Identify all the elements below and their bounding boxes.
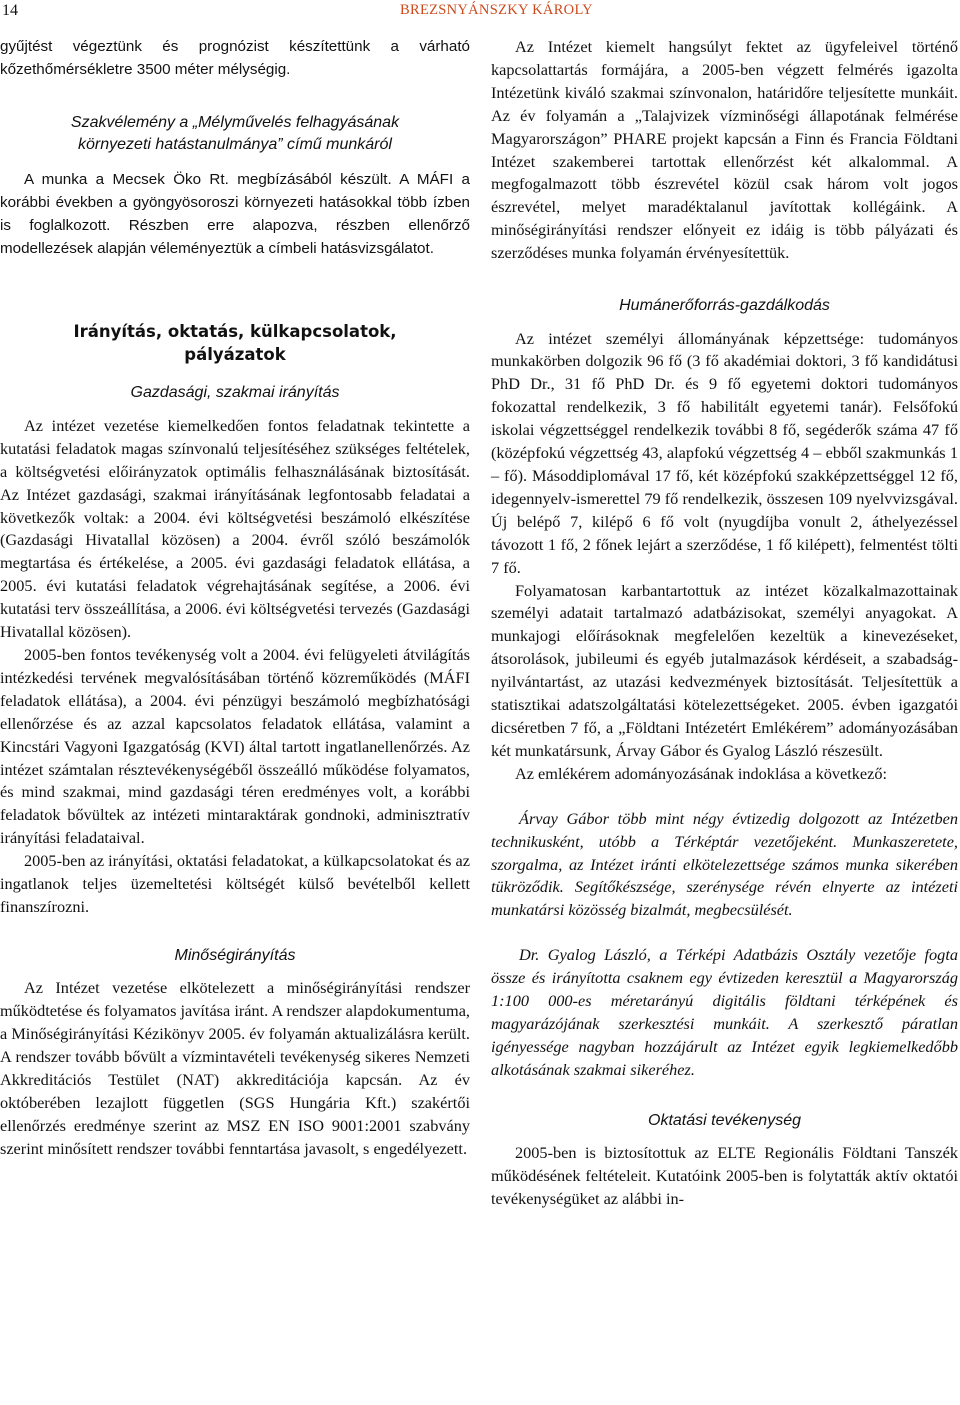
paragraph-oktatas: 2005-ben is biztosítottuk az ELTE Regionális Földtani Tanszék működésének feltételeit. Kutatóink 2005-ben is folytatták aktív oktatói tevékenységüket az alábbi in- [491,1143,958,1208]
paragraph-emlekerem-intro: Az emlékérem adományozásának indoklása a következő: [515,763,888,783]
subheading-humaneroforras: Humánerőforrás-gazdálkodás [619,297,830,315]
left-column [0,36,470,1161]
paragraph-gazdasagi-1: Az intézet vezetése kiemelkedően fontos feladatnak tekintette a kutatási feladatok magas színvonalú teljesítéséhez szükséges feltételek, a költségvetési előirányzatok optimális felhasználásának biztosítását. Az Intézet gazdasági, szakmai irányításának legfontosabb feladatai a következők voltak: a 2004. évi költségvetési beszámoló elkészítése (Gazdasági Hivatallal közösen) a 2004. évről szóló beszámolók megtartása és értékelése, a 2005. évi gazdasági feladatok ellátása, a 2005. évi kutatási feladatok végrehajtásának segítése, a 2006. évi kutatási terv összeállítása, a 2006. évi költségvetési tervezés (Gazdasági Hivatallal közösen). [0,415,470,642]
subheading-gazdasagi: Gazdasági, szakmai irányítás [130,384,340,402]
page-number: 14 [2,2,18,19]
paragraph-karbantartas: Folyamatosan karbantartottuk az intézet közalkalmazottainak személyi adatait tartalmazó adatbázisokat, személyi anyagokat. A munkajogi előírásoknak megfelelően kezeltük a kinevezéseket, átsorolások, jubileumi és egyéb jutalmazások kérdéseit, a szabadság-nyilvántartást, az utazási kedvezmények biztosítását. Teljesítettük a statisztikai adatszolgáltatási kötelezettségeket. 2005. évben igazgatói dicséretben 7 fő, a „Földtani Intézetért Emlékérem” adományozásában két munkatársunk, Árvay Gábor és Gyalog László részesült. [491,580,958,760]
paragraph-minoseg: Az Intézet vezetése elkötelezett a minőségirányítási rendszer működtetése és folyamatos javítása iránt. A rendszer alapdokumentuma, a Minőségirányítási Kézikönyv 2005. év folyamán aktualizálásra került. A rendszer tovább bővült a vízmintavételi tevékenység sikeres Nemzeti Akkreditációs Testület (NAT) akkreditációja kapcsán. Az év októberében lezajlott független (SGS Hungária Kft.) szakértői ellenőrzés eredménye szerint az MSZ EN ISO 9001:2001 szabvány szerint minősített rendszer további fenntartása javasolt, s engedélyezett. [0,978,470,1158]
subheading-oktatasi: Oktatási tevékenység [648,1111,801,1129]
section-heading-iranyitas: Irányítás, oktatás, külkapcsolatok, pályázatok [73,322,397,365]
paragraph-szemelyi-allomany: Az intézet személyi állományának képzettsége: tudományos munkakörben dolgozik 96 fő (3 fő akadémiai doktori, 3 fő kandidátusi PhD Dr., 31 fő PhD Dr. és 9 fő egyetemi doktori tudományos fokozattal rendelkezik, 3 fő habilitált egyetemi tanár). Felsőfokú iskolai végzettséggel rendelkezik további 8 fő, segéderők száma 47 fő (középfokú végzettség 43, alapfokú végzettség 4 – ebből szakmunkás 1 – fő). Másoddiplomával 17 fő, két középfokú szakképzettséggel 12 fő, idegennyelv-ismerettel 79 fő rendelkezik, összesen 109 nyelvvizsgával. Új belépő 7, kilépő 6 fő volt (nyugdíjba vonult 2, áthelyezéssel távozott 1 fő, 2 főnek lejárt a szerződése, 1 fő kilépett), felmentést tölti 7 fő. [491,328,958,577]
running-head: BREZSNYÁNSZKY KÁROLY [400,2,593,18]
right-column [491,36,958,1211]
paragraph-gazdasagi-2: 2005-ben fontos tevékenység volt a 2004. évi felügyeleti átvilágítás intézkedési tervének megvalósításában történő közreműködés (MÁFI feladatok ellátása), a 2004. évi pénzügyi beszámoló megbízhatósági ellenőrzése és az azzal kapcsolatos feladatok ellátása, valamint a Kincstári Vagyoni Igazgatóság (KVI) által tartott ingatlanellenőrzés. Az intézet számtalan résztevékenységéből összeálló működése folyamatos, és mind szakmai, mind gazdasági téren eredményes volt, a korábbi feladatok bővültek az intézeti mintaraktárak gondnoki, adminisztratív irányítási feladataival. [0,645,470,848]
page-header [0,0,960,24]
paragraph-ugyfelek: Az Intézet kiemelt hangsúlyt fektet az ügyfeleivel történő kapcsolattartás formájára, a 2005-ben végzett felmérés igazolta Intézetünk kiváló szakmai színvonalon, határidőre teljesítette munkáit. Az év folyamán a „Talajvizek vízminőségi állapotának felmérése Magyarországon” PHARE projekt kapcsán a Finn és Francia Földtani Intézet szakemberei tartottak ellenőrzést két alkalommal. A megfogalmazott több észrevétel közül csak három volt jogos észrevétel, melyet maradéktalanul javítottak kollégáink. A minőségirányítási rendszer előnyeit ez idáig is több pályázati és szerződéses munka folyamán érvényesítettük. [491,37,958,263]
paragraph-continued: gyűjtést végeztünk és prognózist készítettünk a várható kőzethőmérsékletre 3500 méter mélységig. [0,38,470,78]
paragraph-mecsek: A munka a Mecsek Öko Rt. megbízásából készült. A MÁFI a korábbi években a gyöngyösoroszi környezeti hatásokkal több ízben is foglalkozott. Részben erre alapozva, részben ellenőrző modellezések alapján véleményeztük a címbeli hatásvizsgálatot. [0,170,470,257]
quote-gyalog: Dr. Gyalog László, a Térképi Adatbázis Osztály vezetője fogta össze és irányította csaknem egy évtizeden keresztül a Magyarország 1:100 000-es méretarányú digitális földtani térképének és magyarázójának szerkesztési munkáit. A szerkesztő páratlan igényessége nagyban hozzájárult az Intézet egyik legkiemelkedőbb alkotásának szakmai sikeréhez. [491,945,958,1079]
quote-arvay: Árvay Gábor több mint négy évtizedig dolgozott az Intézetben technikusként, utóbb a Térképtár vezetőjeként. Munkaszeretete, szorgalma, az Intézet iránti elkötelezettsége számos munka sikerében tükröződik. Segítőkészsége, szerénysége révén elnyerte az intézeti munkatársi közösség bizalmát, megbecsülését. [491,808,958,920]
paragraph-gazdasagi-3: 2005-ben az irányítási, oktatási feladatokat, a külkapcsolatokat és az ingatlanok teljes üzemeltetési költségét külső bevételből kellett finanszírozni. [0,851,470,916]
subheading-minosegiranyitas: Minőségirányítás [174,946,296,964]
subheading-szakvelemeny: Szakvélemény a „Mélyművelés felhagyásának környezeti hatástanulmánya” című munkáról [70,113,400,154]
